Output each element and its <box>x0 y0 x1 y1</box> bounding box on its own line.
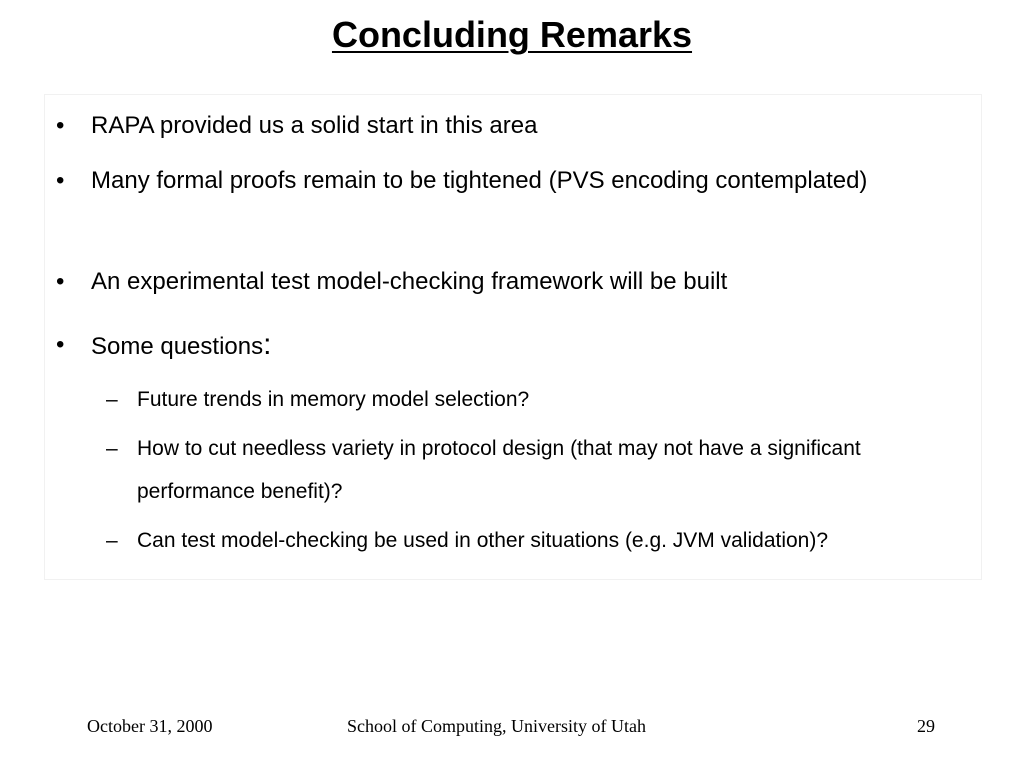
bullet-item <box>56 103 916 149</box>
slide-title: Concluding Remarks <box>331 14 693 55</box>
footer-date: October 31, 2000 <box>87 716 213 736</box>
bullet-text: RAPA provided us a solid start in this area <box>91 112 538 139</box>
sub-bullet-marker: – <box>106 437 118 460</box>
footer-affiliation: School of Computing, University of Utah <box>347 716 646 736</box>
sub-bullet-text: How to cut needless variety in protocol design (that may not have a significant performance benefit)? <box>137 437 861 503</box>
sub-bullet-marker: – <box>106 529 118 552</box>
bullet-marker: • <box>56 331 65 358</box>
sub-bullet-marker: – <box>106 388 118 411</box>
bullet-text: Many formal proofs remain to be tightened (PVS encoding contemplated) <box>91 167 868 194</box>
bullet-marker: • <box>56 268 65 295</box>
bullet-text: An experimental test model-checking framework will be built <box>91 268 728 295</box>
sub-bullet-item <box>106 427 926 513</box>
bullet-text-wrap <box>91 322 916 370</box>
footer-page-number: 29 <box>917 716 935 736</box>
sub-bullet-text: Can test model-checking be used in other situations (e.g. JVM validation)? <box>137 529 829 552</box>
sub-bullet-item <box>106 519 926 562</box>
sub-bullet-item <box>106 378 926 421</box>
bullet-text: Some questions <box>91 333 264 360</box>
bullet-item <box>56 259 916 305</box>
sub-bullet-text: Future trends in memory model selection? <box>137 388 530 411</box>
bullet-item <box>56 322 916 370</box>
bullet-marker: • <box>56 167 65 194</box>
bullet-item <box>56 158 916 204</box>
bullet-marker: • <box>56 112 65 139</box>
bullet-colon: : <box>263 328 272 361</box>
